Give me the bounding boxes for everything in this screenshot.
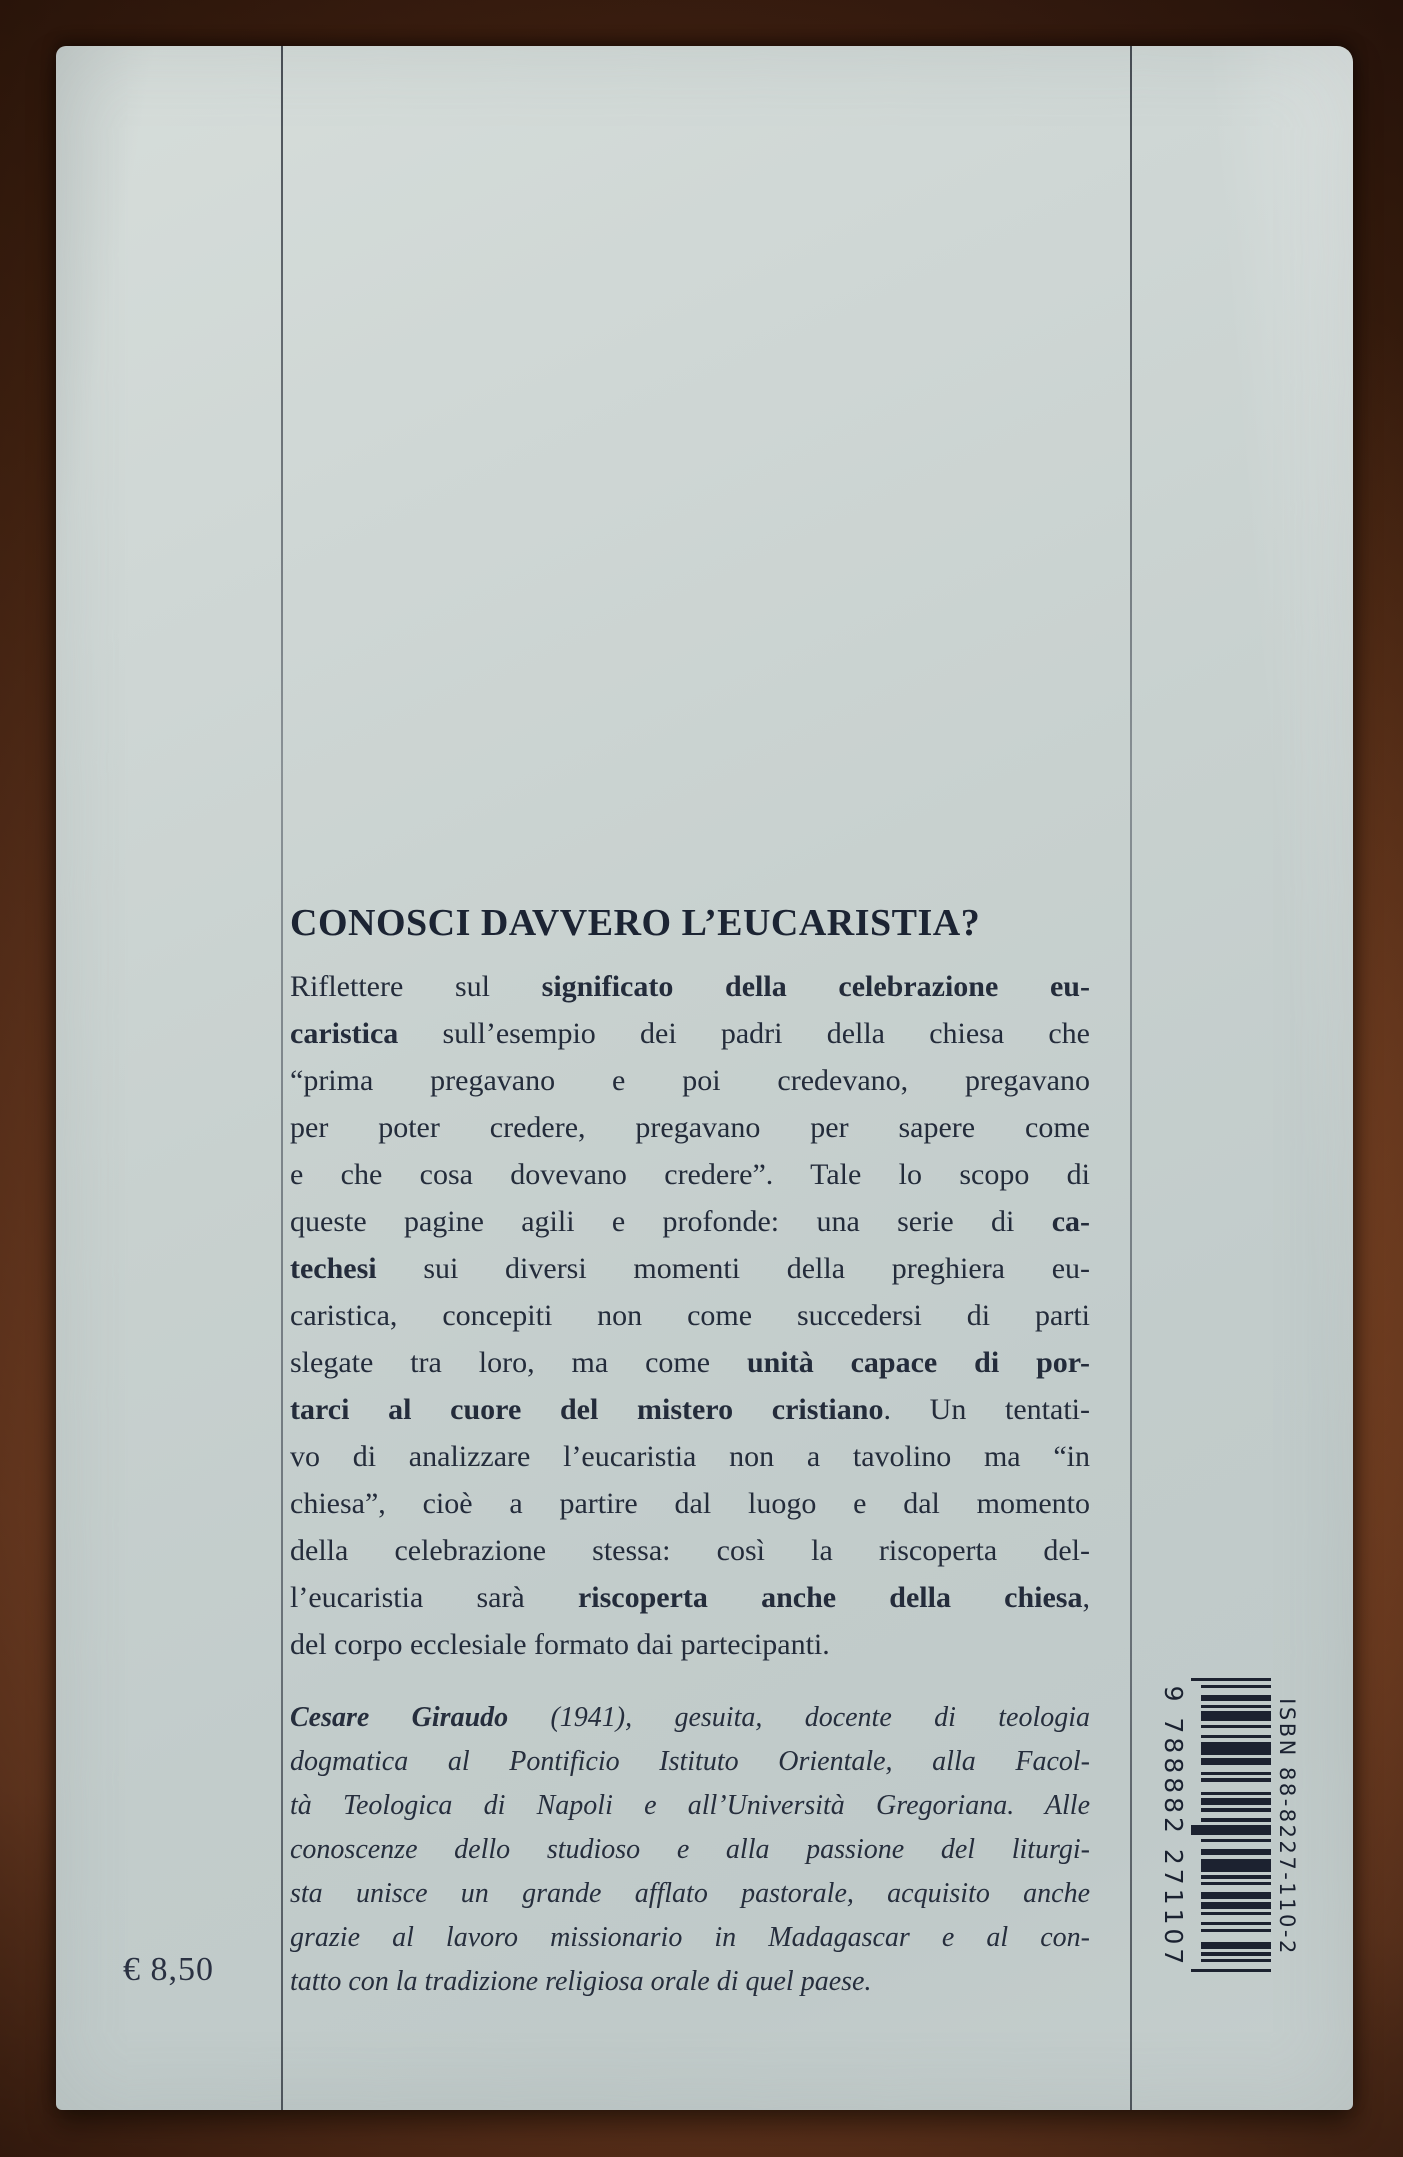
barcode — [1159, 1671, 1299, 1983]
text-segment: tà Teologica di Napoli e all’Università Gregoriana. Alle — [290, 1789, 1090, 1821]
barcode-bar — [1192, 1969, 1272, 1972]
barcode-bar — [1192, 1825, 1272, 1835]
blurb-line — [290, 1151, 1090, 1198]
text-segment: chiesa”, cioè a partire dal luogo e dal momento — [290, 1486, 1090, 1520]
book-back-cover — [56, 46, 1353, 2110]
blurb-line — [290, 1621, 1090, 1668]
barcode-bar — [1202, 1875, 1272, 1878]
blurb-line — [290, 1339, 1090, 1386]
blurb-line — [290, 1198, 1090, 1245]
blurb-line — [290, 1245, 1090, 1292]
bold-text-segment: unità capace di por- — [747, 1345, 1090, 1379]
barcode-bar — [1202, 1685, 1272, 1688]
blurb-line — [290, 1433, 1090, 1480]
text-segment: grazie al lavoro missionario in Madagascar e al con- — [290, 1921, 1090, 1953]
bold-text-segment: techesi — [290, 1251, 377, 1285]
blurb-line — [290, 1292, 1090, 1339]
barcode-bar — [1202, 1859, 1272, 1872]
barcode-bar — [1202, 1742, 1272, 1755]
barcode-bar — [1202, 1695, 1272, 1702]
barcode-bar — [1202, 1705, 1272, 1708]
barcode-bar — [1202, 1912, 1272, 1915]
barcode-bar — [1202, 1882, 1272, 1885]
blurb-line — [290, 1386, 1090, 1433]
bold-text-segment: caristica — [290, 1016, 399, 1050]
barcode-bar — [1202, 1711, 1272, 1721]
text-segment: (1941), gesuita, docente di teologia — [508, 1701, 1090, 1733]
barcode-bar — [1202, 1839, 1272, 1842]
text-segment: vo di analizzare l’eucaristia non a tavolino ma “in — [290, 1439, 1090, 1473]
barcode-icon — [1192, 1678, 1272, 1976]
author-bio-paragraph — [290, 1696, 1090, 2004]
barcode-isbn-text: ISBN 88-8227-110-2 — [1275, 1698, 1299, 1956]
blurb-line — [290, 1574, 1090, 1621]
text-segment: caristica, concepiti non come succedersi di parti — [290, 1298, 1090, 1332]
bold-text-segment: Cesare Giraudo — [290, 1701, 509, 1733]
barcode-bar — [1202, 1818, 1272, 1821]
text-segment: Riflettere sul — [290, 969, 542, 1003]
price-label: € 8,50 — [123, 1951, 214, 1988]
text-segment: sull’esempio dei padri della chiesa che — [398, 1016, 1090, 1050]
barcode-bar — [1202, 1772, 1272, 1775]
text-segment: tatto con la tradizione religiosa orale di quel paese. — [290, 1965, 872, 1997]
barcode-bar — [1202, 1902, 1272, 1909]
bio-line — [290, 1960, 1090, 2004]
barcode-bar — [1202, 1725, 1272, 1728]
cover-crease-right — [1130, 46, 1132, 2110]
back-cover-text-column — [290, 902, 1090, 2004]
cover-title: CONOSCI DAVVERO L’EUCARISTIA? — [290, 902, 981, 944]
text-segment: l’eucaristia sarà — [290, 1580, 578, 1614]
bold-text-segment: significato della celebrazione eu- — [541, 969, 1090, 1003]
barcode-bar — [1202, 1808, 1272, 1811]
barcode-bar — [1202, 1942, 1272, 1949]
text-segment: slegate tra loro, ma come — [290, 1345, 747, 1379]
barcode-bar — [1202, 1778, 1272, 1781]
blurb-line — [290, 1527, 1090, 1574]
barcode-bar — [1202, 1929, 1272, 1932]
blurb-line — [290, 1057, 1090, 1104]
text-segment: per poter credere, pregavano per sapere come — [290, 1110, 1090, 1144]
text-segment: del corpo ecclesiale formato dai partecipanti. — [290, 1627, 830, 1661]
blurb-line — [290, 1480, 1090, 1527]
bio-line — [290, 1916, 1090, 1960]
barcode-bar — [1202, 1735, 1272, 1738]
bio-line — [290, 1828, 1090, 1872]
barcode-bar — [1202, 1758, 1272, 1765]
bio-line — [290, 1872, 1090, 1916]
text-segment: sui diversi momenti della preghiera eu- — [376, 1251, 1090, 1285]
text-segment: , — [1082, 1580, 1090, 1614]
text-segment: conoscenze dello studioso e alla passione del liturgi- — [290, 1833, 1090, 1865]
bold-text-segment: tarci al cuore del mistero cristiano — [290, 1392, 884, 1426]
blurb-paragraph — [290, 963, 1090, 1668]
cover-crease-left — [281, 46, 283, 2110]
barcode-bar — [1202, 1952, 1272, 1955]
text-segment: sta unisce un grande afflato pastorale, acquisito anche — [290, 1877, 1090, 1909]
barcode-ean-text: 9 788882 271107 — [1159, 1685, 1188, 1969]
text-segment: e che cosa dovevano credere”. Tale lo scopo di — [290, 1157, 1090, 1191]
text-segment: queste pagine agili e profonde: una serie di — [290, 1204, 1052, 1238]
barcode-bar — [1202, 1792, 1272, 1795]
bold-text-segment: ca- — [1051, 1204, 1090, 1238]
bold-text-segment: riscoperta anche della chiesa — [577, 1580, 1083, 1614]
text-segment: dogmatica al Pontificio Istituto Orientale, alla Facol- — [290, 1745, 1090, 1777]
text-segment: “prima pregavano e poi credevano, pregavano — [290, 1063, 1090, 1097]
text-segment: della celebrazione stessa: così la riscoperta del- — [290, 1533, 1090, 1567]
bio-line — [290, 1696, 1090, 1740]
bio-line — [290, 1784, 1090, 1828]
barcode-bar — [1202, 1798, 1272, 1805]
bio-line — [290, 1740, 1090, 1784]
blurb-line — [290, 1010, 1090, 1057]
barcode-bar — [1202, 1922, 1272, 1925]
blurb-line — [290, 1104, 1090, 1151]
barcode-bar — [1202, 1959, 1272, 1962]
barcode-bar — [1192, 1678, 1272, 1681]
blurb-line — [290, 963, 1090, 1010]
text-segment: . Un tentati- — [883, 1392, 1090, 1426]
barcode-bar — [1202, 1849, 1272, 1856]
barcode-bar — [1202, 1892, 1272, 1899]
